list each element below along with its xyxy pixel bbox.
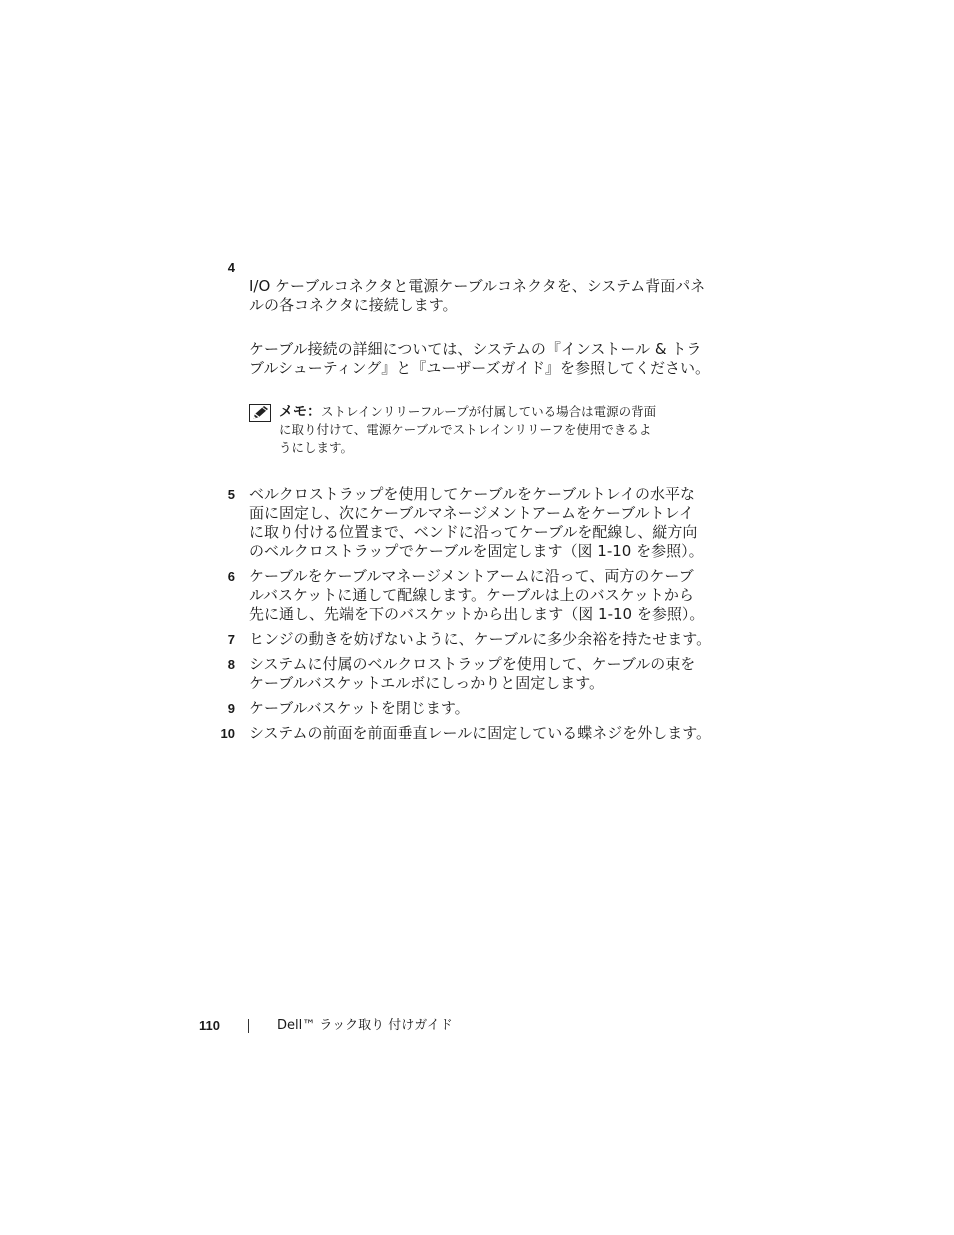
step-10 bbox=[220, 724, 720, 743]
step-number: 8 bbox=[227, 657, 235, 672]
step-6 bbox=[220, 567, 720, 624]
pencil-note-icon bbox=[249, 403, 279, 423]
step-text: I/O ケーブルコネクタと電源ケーブルコネクタを、システム背面パネ ルの各コネクタに接続します。 bbox=[249, 277, 706, 314]
page-number: 110 bbox=[199, 1018, 220, 1033]
step-9 bbox=[220, 699, 720, 718]
step-text: ケーブルをケーブルマネージメントアームに沿って、両方のケーブ ルバスケットに通して配線します。ケーブルは上のバスケットから 先に通し、先端を下のバスケットから出します（図 1-10 を参照）。 bbox=[249, 567, 705, 623]
step-text: システムに付属のベルクロストラップを使用して、ケーブルの束を ケーブルバスケットエルボにしっかりと固定します。 bbox=[249, 655, 696, 692]
step-sub-paragraph: ケーブル接続の詳細については、システムの『インストール & トラ ブルシューティング』と『ユーザーズガイド』を参照してください。 bbox=[249, 340, 711, 377]
step-text: ヒンジの動きを妨げないように、ケーブルに多少余裕を持たせます。 bbox=[249, 630, 712, 648]
step-5 bbox=[220, 485, 720, 561]
step-text: ベルクロストラップを使用してケーブルをケーブルトレイの水平な 面に固定し、次にケーブルマネージメントアームをケーブルトレイ に取り付ける位置まで、ベンドに沿ってケーブルを配線し、縦方向 のベルクロストラップでケーブルを固定します（図 1-10 を参照）。 bbox=[249, 485, 704, 560]
step-8 bbox=[220, 655, 720, 693]
step-number: 9 bbox=[227, 701, 235, 716]
step-number: 4 bbox=[227, 260, 235, 275]
step-text: ケーブルバスケットを閉じます。 bbox=[249, 699, 470, 717]
footer-divider bbox=[248, 1019, 249, 1033]
note-text: ストレインリリーフループが付属している場合は電源の背面 に取り付けて、電源ケーブルでストレインリリーフを使用できるよ うにします。 bbox=[279, 404, 657, 455]
step-7 bbox=[220, 630, 720, 649]
step-number: 6 bbox=[227, 569, 235, 584]
document-title: Dell™ ラック取り 付けガイド bbox=[277, 1018, 453, 1033]
step-number: 5 bbox=[227, 487, 235, 502]
step-4 bbox=[220, 258, 720, 479]
note-box bbox=[249, 403, 720, 457]
step-number: 7 bbox=[227, 632, 235, 647]
step-text: システムの前面を前面垂直レールに固定している蝶ネジを外します。 bbox=[249, 724, 712, 742]
note-label: メモ： bbox=[279, 404, 321, 420]
page-footer bbox=[199, 1016, 453, 1036]
instruction-list bbox=[220, 258, 720, 749]
step-number: 10 bbox=[220, 726, 235, 741]
